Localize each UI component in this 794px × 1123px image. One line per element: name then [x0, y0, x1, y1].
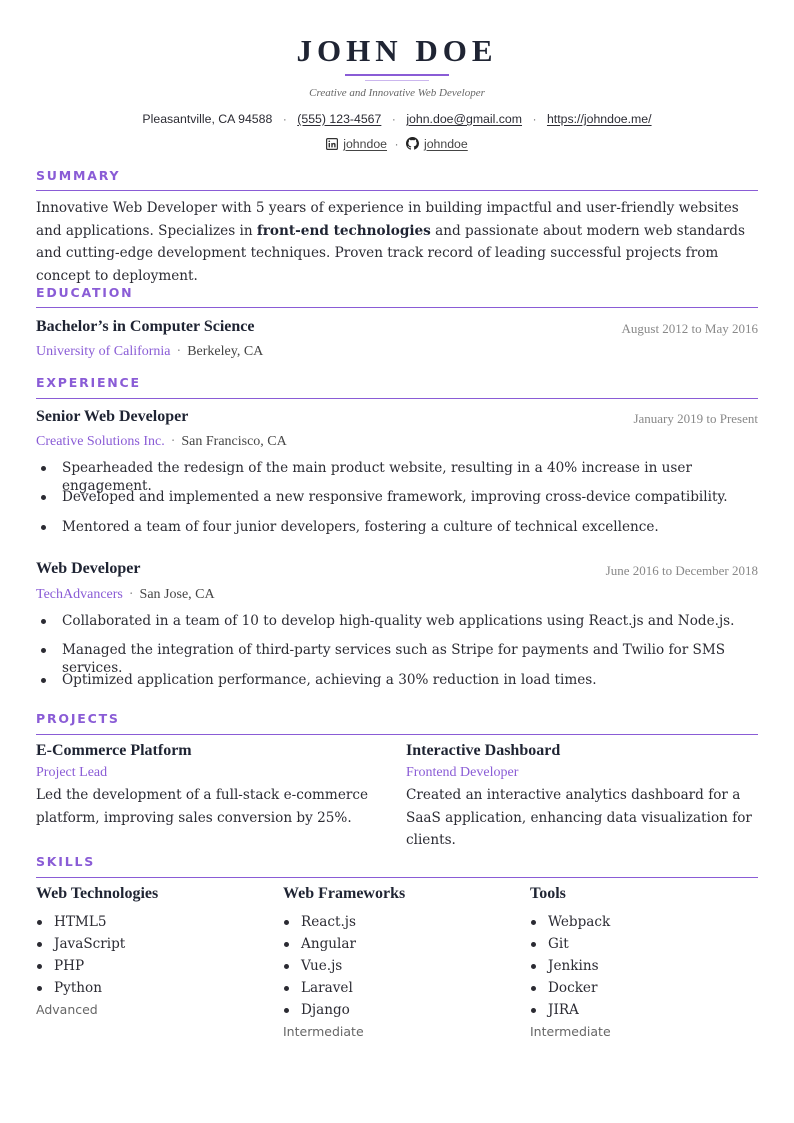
education-subline	[36, 344, 263, 360]
project-role: Frontend Developer	[406, 765, 519, 780]
list-item: Docker	[530, 979, 760, 1001]
list-item: Git	[530, 935, 760, 957]
list-item: HTML5	[36, 913, 266, 935]
list-item: Collaborated in a team of 10 to develop high-quality web applications using React.js and Node.js.	[36, 612, 758, 641]
summary-text-part: Innovative Web Developer with 5 years of experience in building impactful and user-friendly websites and applications. Specializes in	[36, 200, 739, 239]
project-role: Project Lead	[36, 765, 108, 780]
section-title-summary: SUMMARY	[36, 168, 121, 183]
company-name: TechAdvancers	[36, 587, 123, 602]
project-description: Led the development of a full-stack e-commerce platform, improving sales conversion by 25%.	[36, 787, 369, 826]
section-title-projects: PROJECTS	[36, 711, 120, 726]
job-bullets	[36, 459, 758, 547]
github-icon	[406, 137, 419, 153]
skill-level: Intermediate	[283, 1024, 364, 1039]
section-title-skills: SKILLS	[36, 854, 96, 869]
section-title-experience: EXPERIENCE	[36, 375, 141, 390]
summary-highlight: front-end technologies	[256, 222, 431, 239]
name-underline	[345, 74, 449, 76]
skill-group-title: Web Frameworks	[283, 885, 406, 902]
section-title-education: EDUCATION	[36, 285, 134, 300]
company-location: San Jose, CA	[139, 587, 215, 602]
job-subline	[36, 587, 215, 603]
skill-group	[530, 885, 760, 1039]
separator: ·	[532, 112, 537, 126]
section-divider	[36, 398, 758, 399]
skill-level: Advanced	[36, 1002, 98, 1017]
project-name: Interactive Dashboard	[406, 742, 561, 759]
list-item: JIRA	[530, 1001, 760, 1023]
list-item: Vue.js	[283, 957, 513, 979]
list-item: Laravel	[283, 979, 513, 1001]
list-item: JavaScript	[36, 935, 266, 957]
project-card	[406, 742, 758, 852]
skill-list	[36, 913, 266, 1001]
job-subline	[36, 434, 287, 450]
section-divider	[36, 307, 758, 308]
skill-group	[283, 885, 513, 1039]
name-underline-secondary	[365, 80, 429, 81]
list-item: Spearheaded the redesign of the main product website, resulting in a 40% increase in user engagement.	[36, 459, 758, 488]
skill-list	[283, 913, 513, 1023]
email-link[interactable]: john.doe@gmail.com	[406, 112, 523, 126]
separator: ·	[391, 112, 396, 126]
contact-line	[36, 112, 758, 126]
list-item: Python	[36, 979, 266, 1001]
separator: ·	[170, 434, 176, 449]
list-item: Webpack	[530, 913, 760, 935]
company-location: San Francisco, CA	[181, 434, 287, 449]
list-item: Optimized application performance, achieving a 30% reduction in load times.	[36, 671, 758, 700]
section-divider	[36, 877, 758, 878]
list-item: Mentored a team of four junior developers, fostering a culture of technical excellence.	[36, 518, 758, 547]
tagline: Creative and Innovative Web Developer	[309, 87, 485, 99]
list-item: PHP	[36, 957, 266, 979]
linkedin-link[interactable]: johndoe	[343, 137, 388, 151]
job-title: Senior Web Developer	[36, 408, 189, 425]
job-bullets	[36, 612, 758, 700]
project-card	[36, 742, 388, 829]
job-dates: June 2016 to December 2018	[605, 563, 758, 578]
location-text: Pleasantville, CA 94588	[142, 112, 273, 126]
skill-list	[530, 913, 760, 1023]
skill-group	[36, 885, 266, 1017]
list-item: Jenkins	[530, 957, 760, 979]
job-dates: January 2019 to Present	[633, 411, 758, 426]
section-divider	[36, 190, 758, 191]
project-name: E-Commerce Platform	[36, 742, 192, 759]
phone-link[interactable]: (555) 123-4567	[297, 112, 382, 126]
linkedin-icon	[326, 138, 338, 153]
list-item: Managed the integration of third-party services such as Stripe for payments and Twilio for SMS services.	[36, 641, 758, 670]
summary-text-part: and passionate about modern web standards and cutting-edge development techniques. Proven track record of leading successful projects from concept to deployment.	[36, 222, 745, 284]
company-name: Creative Solutions Inc.	[36, 434, 165, 449]
separator: ·	[394, 137, 399, 151]
list-item: Django	[283, 1001, 513, 1023]
skill-group-title: Web Technologies	[36, 885, 159, 902]
separator: ·	[176, 344, 182, 359]
institution-name: University of California	[36, 344, 171, 359]
skill-group-title: Tools	[530, 885, 566, 902]
list-item: Angular	[283, 935, 513, 957]
project-description: Created an interactive analytics dashboard for a SaaS application, enhancing data visualization for clients.	[406, 787, 752, 848]
github-link[interactable]: johndoe	[423, 137, 468, 151]
website-link[interactable]: https://johndoe.me/	[546, 112, 652, 126]
summary-text	[36, 197, 758, 287]
person-name: JOHN DOE	[296, 33, 498, 68]
section-divider	[36, 734, 758, 735]
education-degree: Bachelor’s in Computer Science	[36, 318, 255, 335]
education-dates: August 2012 to May 2016	[621, 321, 758, 336]
separator: ·	[128, 587, 134, 602]
separator: ·	[282, 112, 287, 126]
list-item: Developed and implemented a new responsive framework, improving cross-device compatibility.	[36, 488, 758, 517]
institution-location: Berkeley, CA	[187, 344, 264, 359]
list-item: React.js	[283, 913, 513, 935]
job-title: Web Developer	[36, 560, 141, 577]
skill-level: Intermediate	[530, 1024, 611, 1039]
social-links-line	[36, 137, 758, 153]
